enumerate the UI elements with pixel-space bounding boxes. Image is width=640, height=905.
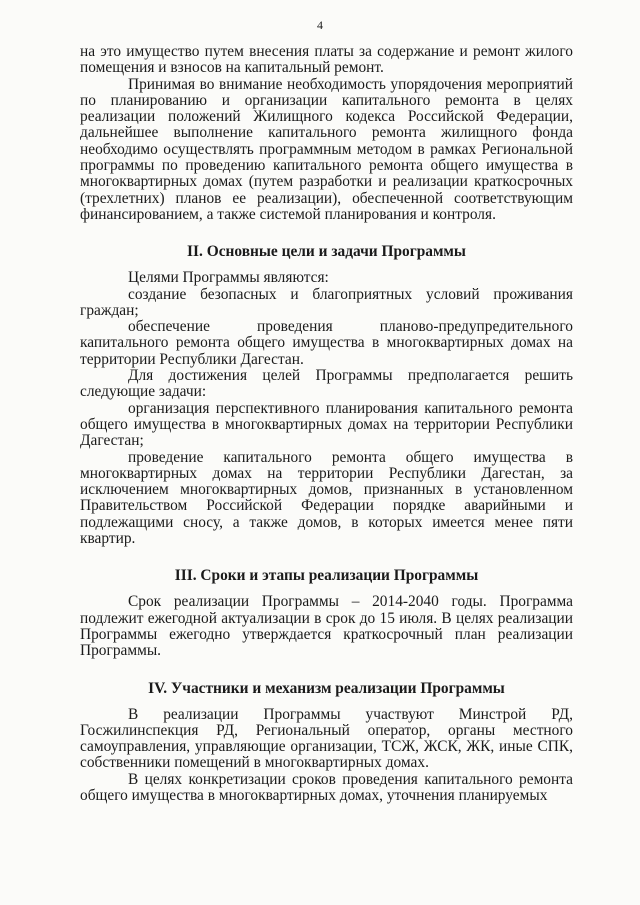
paragraph: Срок реализации Программы – 2014-2040 годы. Программа подлежит ежегодной актуализации в срок до 15 июля. В целях реализации Программы ежегодно утверждается краткосрочный план реализации Программы. [80, 593, 573, 660]
paragraph: Для достижения целей Программы предполагается решить следующие задачи: [80, 367, 573, 401]
section-heading: IV. Участники и механизм реализации Программы [148, 679, 505, 697]
page-number: 4 [317, 18, 323, 32]
paragraph: проведение капитального ремонта общего имущества в многоквартирных домах на территории Республики Дагестан, за исключением многоквартирных домов, признанных в установленном Правительством Российской Федерации порядке аварийными и подлежащими сносу, а также домов, в которых имеется менее пяти квартир. [80, 448, 573, 548]
document-body [80, 44, 573, 804]
paragraph: организация перспективного планирования капитального ремонта общего имущества в многоквартирных домах на территории Республики Дагестан; [80, 399, 573, 450]
paragraph: обеспечение проведения планово-предупредительного капитального ремонта общего имущества в многоквартирных домах на территории Республики Дагестан. [80, 318, 573, 368]
paragraph: В реализации Программы участвуют Минстрой РД, Госжилинспекция РД, Региональный оператор, органы местного самоуправления, управляющие организации, ТСЖ, ЖСК, ЖК, иные СПК, собственники помещений в многоквартирных домах. [80, 705, 573, 772]
section-heading: III. Сроки и этапы реализации Программы [174, 567, 479, 585]
paragraph: Целями Программы являются: [128, 269, 329, 287]
paragraph: на это имущество путем внесения платы за содержание и ремонт жилого помещения и взносов на капитальный ремонт. [80, 43, 573, 77]
paragraph: В целях конкретизации сроков проведения капитального ремонта общего имущества в многоквартирных домах, уточнения планируемых [80, 770, 573, 804]
section-heading: II. Основные цели и задачи Программы [187, 243, 466, 261]
paragraph: создание безопасных и благоприятных условий проживания граждан; [80, 285, 573, 319]
paragraph: Принимая во внимание необходимость упорядочения мероприятий по планированию и организации капитального ремонта в целях реализации положений Жилищного кодекса Российской Федерации, дальнейшее выполнение капитального ремонта жилищного фонда необходимо осуществлять программным методом в рамках Региональной программы по проведению капитального ремонта общего имущества в многоквартирных домах (путем разработки и реализации краткосрочных (трехлетних) планов ее реализации), обеспеченной соответствующим финансированием, а также системой планирования и контроля. [80, 75, 573, 223]
